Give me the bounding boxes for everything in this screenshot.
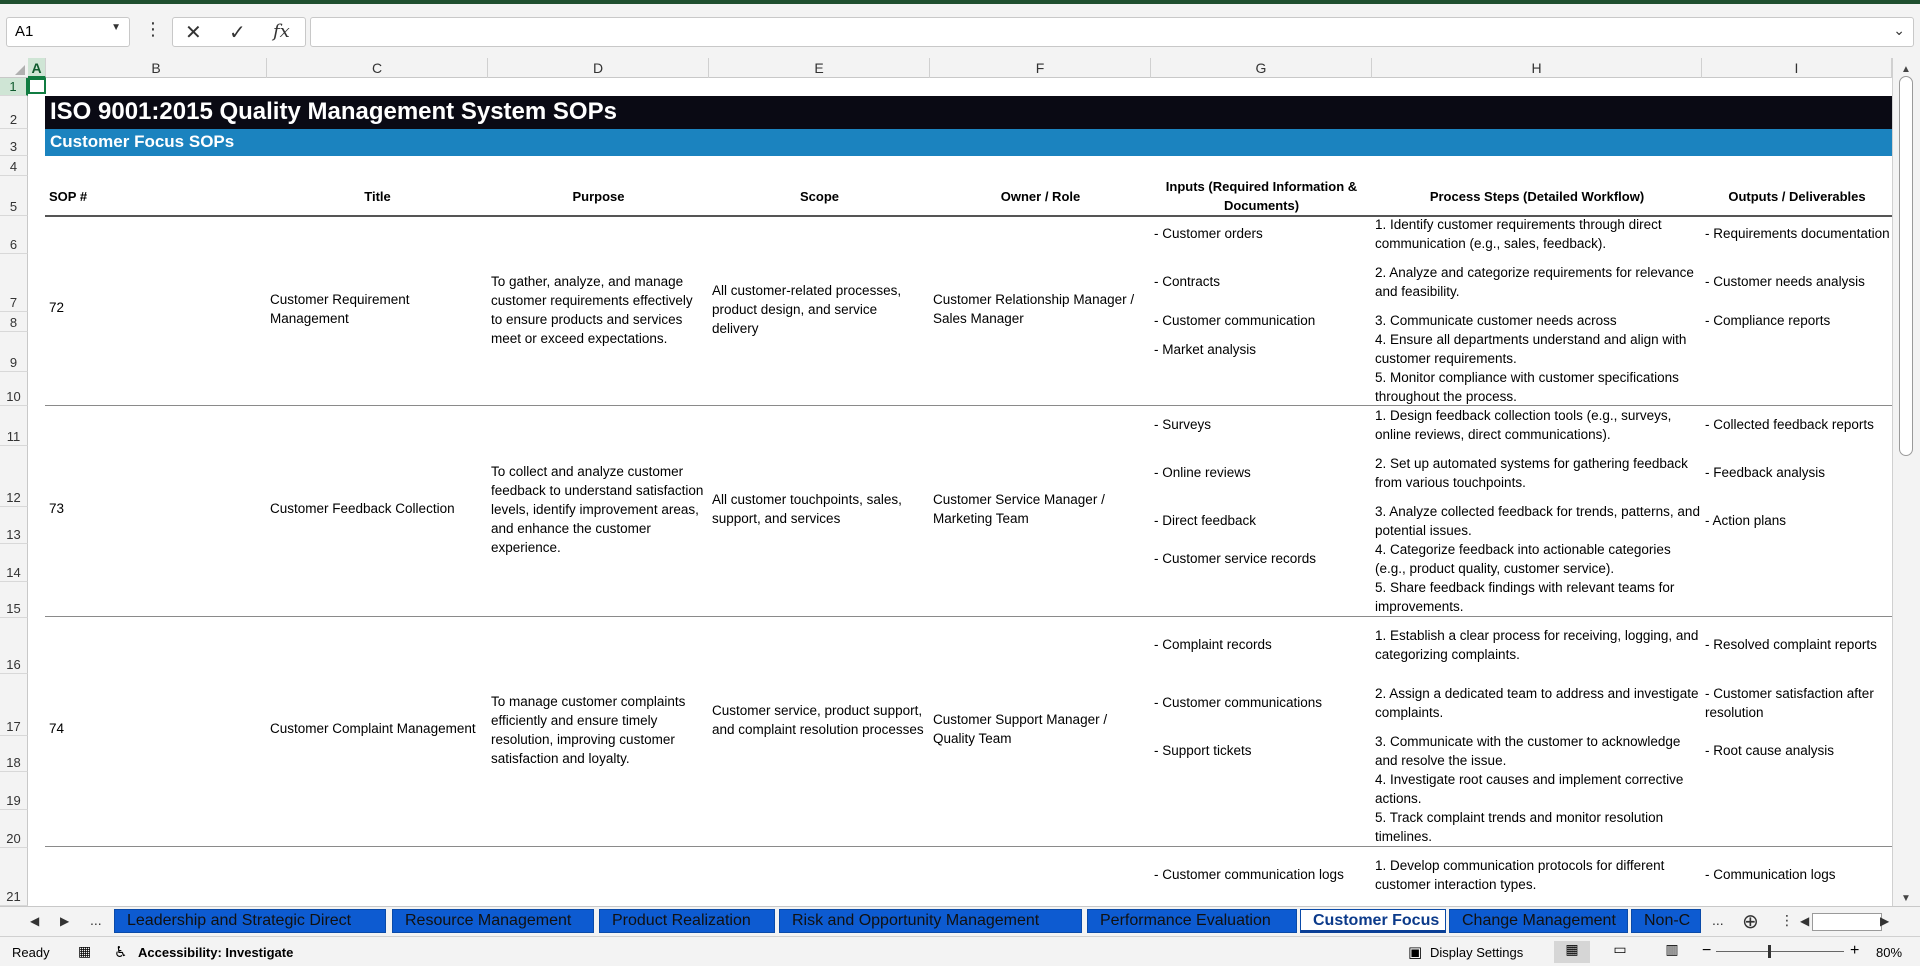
cell-output[interactable]: - Customer satisfaction after resolution — [1705, 686, 1874, 720]
cell-sop[interactable]: 73 — [49, 501, 65, 516]
page-layout-icon: ▭ — [1613, 941, 1627, 957]
zoom-out-button[interactable]: − — [1702, 942, 1712, 959]
column-header-h[interactable]: H — [1372, 58, 1702, 78]
cell-owner[interactable]: Customer Support Manager / Quality Team — [933, 712, 1108, 746]
row-header[interactable]: 11 — [0, 406, 28, 446]
cell-owner[interactable]: Customer Service Manager / Marketing Team — [933, 492, 1105, 526]
cell-output[interactable]: - Collected feedback reports — [1705, 417, 1874, 432]
cell-step[interactable]: 1. Identify customer requirements through direct communication (e.g., sales, feedback). — [1375, 217, 1662, 251]
header-inputs: Inputs (Required Information & Documents) — [1165, 179, 1358, 213]
cell-step[interactable]: 3. Analyze collected feedback for trends, patterns, and potential issues. — [1375, 504, 1700, 538]
accessibility-icon[interactable]: ♿ — [114, 944, 128, 961]
tab-overflow-right[interactable]: ... — [1712, 912, 1724, 928]
section-title: Customer Focus SOPs — [45, 129, 1892, 156]
header-sop: SOP # — [49, 189, 88, 204]
status-bar — [0, 936, 1920, 966]
row-header[interactable]: 6 — [0, 216, 28, 254]
tab-product-realization[interactable]: Product Realization — [599, 909, 775, 933]
cell-input[interactable]: - Customer orders — [1154, 226, 1263, 241]
horizontal-scrollbar[interactable] — [1812, 913, 1882, 931]
macro-record-icon[interactable]: ▦ — [78, 943, 92, 959]
cell-input[interactable]: - Surveys — [1154, 417, 1212, 432]
tab-change-management[interactable]: Change Management — [1449, 909, 1628, 933]
cell-step[interactable]: 5. Monitor compliance with customer specifications throughout the process. — [1375, 370, 1679, 404]
cell-step[interactable]: 1. Develop communication protocols for different customer interaction types. — [1375, 858, 1665, 892]
page-break-button[interactable] — [1654, 941, 1690, 963]
column-header-e[interactable]: E — [709, 58, 930, 78]
column-header-f[interactable]: F — [930, 58, 1151, 78]
add-sheet-icon[interactable]: ⊕ — [1742, 911, 1759, 933]
cell-scope[interactable]: All customer touchpoints, sales, support, and services — [712, 492, 902, 526]
zoom-slider[interactable] — [1716, 951, 1844, 952]
cell-output[interactable]: - Resolved complaint reports — [1705, 637, 1877, 652]
grid-icon: ▦ — [1565, 941, 1579, 957]
cell-step[interactable]: 4. Investigate root causes and implement corrective actions. — [1375, 772, 1684, 806]
active-cell-a1[interactable] — [28, 78, 46, 94]
cell-input[interactable]: - Customer communication — [1154, 313, 1316, 328]
hscroll-right-icon[interactable]: ▶ — [1880, 914, 1890, 928]
cell-output[interactable]: - Customer needs analysis — [1705, 274, 1865, 289]
page-break-icon: ▥ — [1665, 941, 1679, 957]
row-header[interactable]: 18 — [0, 736, 28, 772]
formula-input[interactable] — [310, 17, 1914, 47]
cell-input[interactable]: - Contracts — [1154, 274, 1221, 289]
column-headers — [0, 58, 1920, 78]
cell-output[interactable]: - Action plans — [1705, 513, 1787, 528]
scroll-down-icon[interactable]: ▼ — [1901, 893, 1911, 904]
hscroll-left-icon[interactable]: ◀ — [1800, 914, 1810, 928]
tab-non-conformity[interactable]: Non-C — [1631, 909, 1701, 933]
row-header[interactable]: 19 — [0, 772, 28, 810]
row-header[interactable]: 17 — [0, 674, 28, 736]
cell-scope[interactable]: All customer-related processes, product design, and service delivery — [712, 283, 902, 336]
vertical-scrollbar[interactable] — [1892, 58, 1920, 906]
column-header-g[interactable]: G — [1151, 58, 1372, 78]
cell-input[interactable]: - Customer service records — [1154, 551, 1317, 566]
cell-output[interactable]: - Root cause analysis — [1705, 743, 1835, 758]
row-header[interactable]: 21 — [0, 848, 28, 906]
tab-resource-management[interactable]: Resource Management — [392, 909, 594, 933]
row-header[interactable]: 2 — [0, 96, 28, 129]
header-scope: Scope — [799, 189, 839, 204]
page-layout-button[interactable] — [1602, 941, 1638, 963]
row-header[interactable]: 16 — [0, 618, 28, 674]
normal-view-button[interactable] — [1554, 941, 1590, 963]
cell-step[interactable]: 3. Communicate customer needs across — [1375, 313, 1617, 328]
formula-bar — [0, 4, 1920, 58]
cell-step[interactable]: 2. Analyze and categorize requirements for relevance and feasibility. — [1375, 265, 1694, 299]
cell-sop[interactable]: 72 — [49, 300, 65, 315]
cell-step[interactable]: 5. Track complaint trends and monitor resolution timelines. — [1375, 810, 1664, 844]
row-header[interactable]: 13 — [0, 507, 28, 544]
cell-step[interactable]: 5. Share feedback findings with relevant teams for improvements. — [1375, 580, 1675, 614]
cell-output[interactable]: - Feedback analysis — [1705, 465, 1826, 480]
tab-scroll-right-icon[interactable]: ▶ — [60, 914, 70, 928]
row-header[interactable]: 15 — [0, 582, 28, 618]
row-header[interactable]: 8 — [0, 312, 28, 332]
cell-input[interactable]: - Support tickets — [1154, 743, 1252, 758]
tab-performance-evaluation[interactable]: Performance Evaluation — [1087, 909, 1297, 933]
cell-input[interactable]: - Market analysis — [1154, 342, 1257, 357]
cancel-icon[interactable]: ✕ — [185, 22, 202, 44]
column-header-i[interactable]: I — [1702, 58, 1892, 78]
sheet-title: ISO 9001:2015 Quality Management System SOPs — [45, 96, 1892, 129]
cell-output[interactable]: - Communication logs — [1705, 867, 1836, 882]
header-purpose: Purpose — [572, 189, 625, 204]
select-all-button[interactable] — [0, 58, 28, 78]
row-separator — [45, 616, 1892, 617]
cell-purpose[interactable]: To gather, analyze, and manage customer requirements effectively to ensure products and services meet or exceed expectations. — [491, 274, 693, 346]
more-options-icon[interactable]: ⋮ — [144, 19, 162, 39]
row-header[interactable]: 14 — [0, 544, 28, 582]
zoom-level[interactable]: 80% — [1876, 945, 1903, 960]
chevron-down-icon[interactable]: ▼ — [111, 22, 121, 33]
cell-title[interactable]: Customer Complaint Management — [270, 721, 476, 736]
scroll-thumb[interactable] — [1899, 76, 1913, 456]
cell-step[interactable]: 2. Set up automated systems for gathering feedback from various touchpoints. — [1375, 456, 1688, 490]
cell-owner[interactable]: Customer Relationship Manager / Sales Manager — [933, 292, 1135, 326]
cell-step[interactable]: 1. Establish a clear process for receiving, logging, and categorizing complaints. — [1375, 628, 1699, 662]
header-owner: Owner / Role — [1000, 189, 1081, 204]
row-separator — [45, 846, 1892, 847]
header-outputs: Outputs / Deliverables — [1728, 189, 1866, 204]
row-header[interactable]: 5 — [0, 176, 28, 216]
expand-formula-icon[interactable]: ⌄ — [1893, 22, 1905, 38]
zoom-slider-handle[interactable] — [1768, 945, 1771, 958]
cell-scope[interactable]: Customer service, product support, and complaint resolution processes — [712, 703, 924, 737]
cell-step[interactable]: 4. Categorize feedback into actionable categories (e.g., product quality, customer service). — [1375, 542, 1671, 576]
sheet-tab-bar — [0, 906, 1920, 936]
row-header[interactable]: 1 — [0, 78, 28, 96]
row-header[interactable]: 10 — [0, 372, 28, 406]
cell-purpose[interactable]: To collect and analyze customer feedback to understand satisfaction levels, identify improvement areas, and enhance the customer experience. — [491, 464, 704, 555]
header-steps: Process Steps (Detailed Workflow) — [1429, 189, 1645, 204]
cell-step[interactable]: 2. Assign a dedicated team to address and investigate complaints. — [1375, 686, 1699, 720]
insert-function-icon[interactable]: fx — [273, 21, 290, 42]
display-settings-icon[interactable]: ▣ — [1408, 944, 1423, 961]
scroll-up-icon[interactable]: ▲ — [1901, 64, 1911, 75]
row-header[interactable]: 20 — [0, 810, 28, 848]
display-settings[interactable]: Display Settings — [1430, 945, 1524, 960]
tab-risk-opportunity[interactable]: Risk and Opportunity Management — [779, 909, 1082, 933]
tab-leadership[interactable]: Leadership and Strategic Direct — [114, 909, 386, 933]
cell-input[interactable]: - Online reviews — [1154, 465, 1251, 480]
row-header[interactable]: 12 — [0, 446, 28, 507]
status-ready: Ready — [12, 945, 50, 960]
more-sheets-icon[interactable]: ⋮ — [1780, 912, 1794, 928]
column-header-d[interactable]: D — [488, 58, 709, 78]
cell-purpose[interactable]: To manage customer complaints efficiently and ensure timely resolution, improving customer satisfaction and loyalty. — [491, 694, 686, 766]
tab-scroll-left-icon[interactable]: ◀ — [30, 914, 40, 928]
cell-step[interactable]: 1. Design feedback collection tools (e.g., surveys, online reviews, direct communications). — [1375, 408, 1672, 442]
cell-title[interactable]: Customer Requirement Management — [270, 292, 410, 326]
cell-output[interactable]: - Compliance reports — [1705, 313, 1831, 328]
cell-input[interactable]: - Direct feedback — [1154, 513, 1257, 528]
formula-buttons — [172, 17, 306, 47]
name-box-value: A1 — [15, 23, 34, 40]
cell-input[interactable]: - Customer communication logs — [1154, 867, 1344, 882]
row-header[interactable]: 4 — [0, 156, 28, 176]
row-header[interactable]: 3 — [0, 129, 28, 156]
accessibility-status[interactable]: Accessibility: Investigate — [138, 945, 294, 960]
cell-title[interactable]: Customer Feedback Collection — [270, 501, 455, 516]
tab-overflow-left[interactable]: ... — [90, 912, 102, 928]
row-header[interactable]: 7 — [0, 254, 28, 312]
cell-output[interactable]: - Requirements documentation — [1705, 226, 1890, 241]
tab-customer-focus[interactable]: Customer Focus — [1300, 909, 1446, 933]
cell-step[interactable]: 4. Ensure all departments understand and align with customer requirements. — [1375, 332, 1687, 366]
enter-icon[interactable]: ✓ — [229, 22, 246, 44]
header-title: Title — [364, 189, 391, 204]
row-header[interactable]: 9 — [0, 332, 28, 372]
cell-sop[interactable]: 74 — [49, 721, 65, 736]
name-box[interactable] — [6, 17, 130, 47]
cell-input[interactable]: - Customer communications — [1154, 695, 1323, 710]
cell-step[interactable]: 3. Communicate with the customer to acknowledge and resolve the issue. — [1375, 734, 1681, 768]
cell-input[interactable]: - Complaint records — [1154, 637, 1272, 652]
column-header-c[interactable]: C — [267, 58, 488, 78]
worksheet-grid[interactable] — [28, 78, 1892, 906]
column-header-a[interactable]: A — [28, 58, 46, 78]
column-header-b[interactable]: B — [46, 58, 267, 78]
zoom-in-button[interactable]: + — [1850, 942, 1860, 959]
